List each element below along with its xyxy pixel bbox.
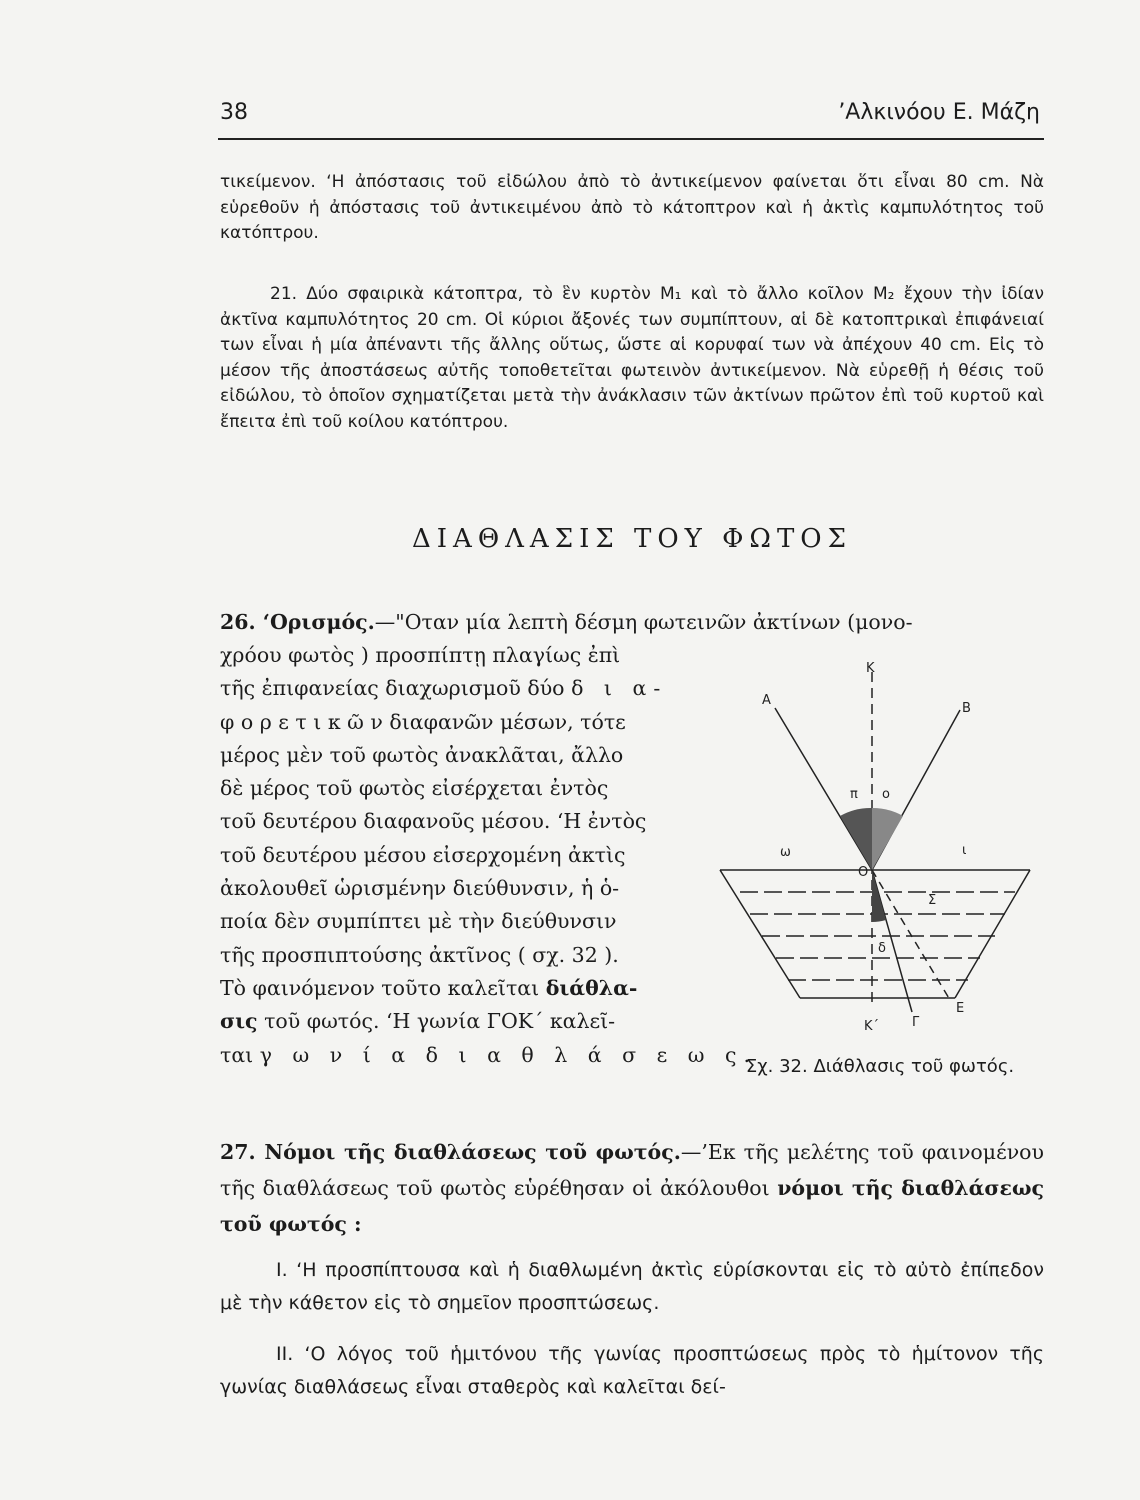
label-A: Α [762,693,771,708]
text-line: τοῦ δευτέρου μέσου εἰσερχομένη ἀκτὶς [220,842,626,867]
section-26-first-line [220,606,1044,639]
page-header [220,100,1040,140]
text-fragment: διαφανῶν μέσων, τότε [389,709,626,734]
text-line: δὲ μέρος τοῦ φωτὸς εἰσέρχεται ἐντὸς [220,776,609,801]
law-1: I. ‘Η προσπίπτουσα καὶ ἡ διαθλωμένη ἀκτὶς εὑρίσκονται εἰς τὸ αὐτὸ ἐπίπεδον μὲ τὴν κάθετον εἰς τὸ σημεῖον προσπτώσεως. [220,1259,1044,1314]
incidence-angle-wedge [840,808,872,870]
label-K: Κ [866,661,875,676]
section-26-title: 26. ‘Ορισμός. [220,610,375,634]
label-o: ο [882,787,890,802]
chapter-heading: ΔΙΑΘΛΑΣΙΣ ΤΟΥ ΦΩΤΟΣ [412,524,852,554]
term-refraction: διάθλα- [545,975,638,1000]
spaced-word: δ ι α- [571,676,668,701]
text-line [220,672,670,705]
label-Gamma: Γ [912,1015,920,1030]
text-fragment: ται [220,1042,254,1067]
label-O: Ο [858,865,869,880]
page-number: 38 [220,100,248,125]
text-line [220,972,670,1005]
exercise-21: 21. Δύο σφαιρικὰ κάτοπτρα, τὸ ἓν κυρτὸν M₁ καὶ τὸ ἄλλο κοῖλον M₂ ἔχουν τὴν ἰδίαν ἀκτῖνα καμπυλότητος 20 cm. Οἱ κύριοι ἄξονές των συμπίπτουν, αἱ δὲ κατοπτρικαὶ ἐπιφάνειαί των εἶναι ἡ μία ἀπέναντι τῆς ἄλλης οὕτως, ὥστε αἱ κορυφαί των νὰ ἀπέχουν 40 cm. Εἰς τὸ μέσον τῆς ἀποστάσεως αὐτῆς τοποθετεῖται φωτεινὸν ἀντικείμενον. Νὰ εὑρεθῇ ἡ θέσις τοῦ εἰδώλου, τὸ ὁποῖον σχηματίζεται μετὰ τὴν ἀνάκλασιν τῶν ἀκτίνων πρῶτον ἐπὶ τοῦ κυρτοῦ καὶ ἔπειτα ἐπὶ τοῦ κοίλου κατόπτρου. [220,284,1044,432]
section-26-body [220,639,758,1072]
section-27 [220,1134,1044,1242]
section-27-bold-tail: νόμοι τῆς διαθλάσεως τοῦ φωτός : [220,1176,1044,1236]
spaced-word: φ ο ρ ε τ ι κ ῶ ν [220,709,383,734]
text-line: ἀκολουθεῖ ὡρισμένην διεύθυνσιν, ἡ ὁ- [220,876,620,901]
label-Sigma: Σ [928,893,937,908]
refraction-angle-wedge [872,870,886,922]
reflection-angle-wedge [872,808,903,870]
term-refraction-end: σις [220,1009,258,1034]
container-right [955,870,1030,998]
label-pi: π [850,787,858,802]
label-B: Β [962,701,971,716]
text-line [220,706,670,739]
intro-paragraph: τικείμενον. ‘Η ἀπόστασις τοῦ εἰδώλου ἀπὸ τὸ ἀντικείμενον φαίνεται ὅτι εἶναι 80 cm. Νὰ εὑρεθοῦν ἡ ἀπόστασις τοῦ ἀντικειμένου ἀπὸ τὸ κάτοπτρον καὶ ἡ ἀκτὶς καμπυλότητος τοῦ κατόπτρου. [220,172,1044,243]
text-fragment: Τὸ φαινόμενον τοῦτο καλεῖται [220,975,540,1000]
text-line: μέρος μὲν τοῦ φωτὸς ἀνακλᾶται, ἄλλο [220,742,624,767]
section-27-text: —’Εκ τῆς μελέτης τοῦ φαινομένου τῆς διαθλάσεως τοῦ φωτὸς εὑρέθησαν οἱ ἀκόλουθοι [220,1140,1044,1200]
text-fragment: τοῦ φωτός. ‘Η γωνία ΓΟΚ΄ καλεῖ- [264,1009,616,1034]
term-angle-of-refraction: γ ω ν ί α δ ι α θ λ ά σ ε ω ς. [259,1042,758,1067]
label-delta: δ [878,941,886,956]
text-line: ποία δὲν συμπίπτει μὲ τὴν διεύθυνσιν [220,909,617,934]
text-line: χρόου φωτὸς ) προσπίπτῃ πλαγίως ἐπὶ [220,643,621,667]
refraction-figure [700,660,1040,1040]
text-line [220,1039,758,1072]
label-omega: ω [780,845,791,860]
label-K-prime: Κ΄ [864,1019,880,1034]
header-rule [218,138,1044,140]
text-fragment: τῆς ἐπιφανείας διαχωρισμοῦ δύο [220,676,565,701]
law-2: II. ‘Ο λόγος τοῦ ἡμιτόνου τῆς γωνίας προσπτώσεως πρὸς τὸ ἡμίτονον τῆς γωνίας διαθλάσεως εἶναι σταθερὸς καὶ καλεῖται δεί- [220,1343,1044,1398]
container-left [720,870,800,998]
section-27-title: 27. Νόμοι τῆς διαθλάσεως τοῦ φωτός. [220,1140,681,1164]
label-E: Ε [956,1001,965,1016]
label-i: ι [962,843,967,858]
running-author: ’Αλκινόου Ε. Μάζη [838,100,1040,125]
text-line: τῆς προσπιπτούσης ἀκτῖνος ( σχ. 32 ). [220,942,619,967]
text-line: τοῦ δευτέρου διαφανοῦς μέσου. ‘Η ἐντὸς [220,809,647,834]
figure-caption: Σχ. 32. Διάθλασις τοῦ φωτός. [745,1056,1015,1077]
section-26-opening: —"Οταν μία λεπτὴ δέσμη φωτεινῶν ἀκτίνων (μονο- [374,610,913,634]
text-line [220,1005,670,1038]
